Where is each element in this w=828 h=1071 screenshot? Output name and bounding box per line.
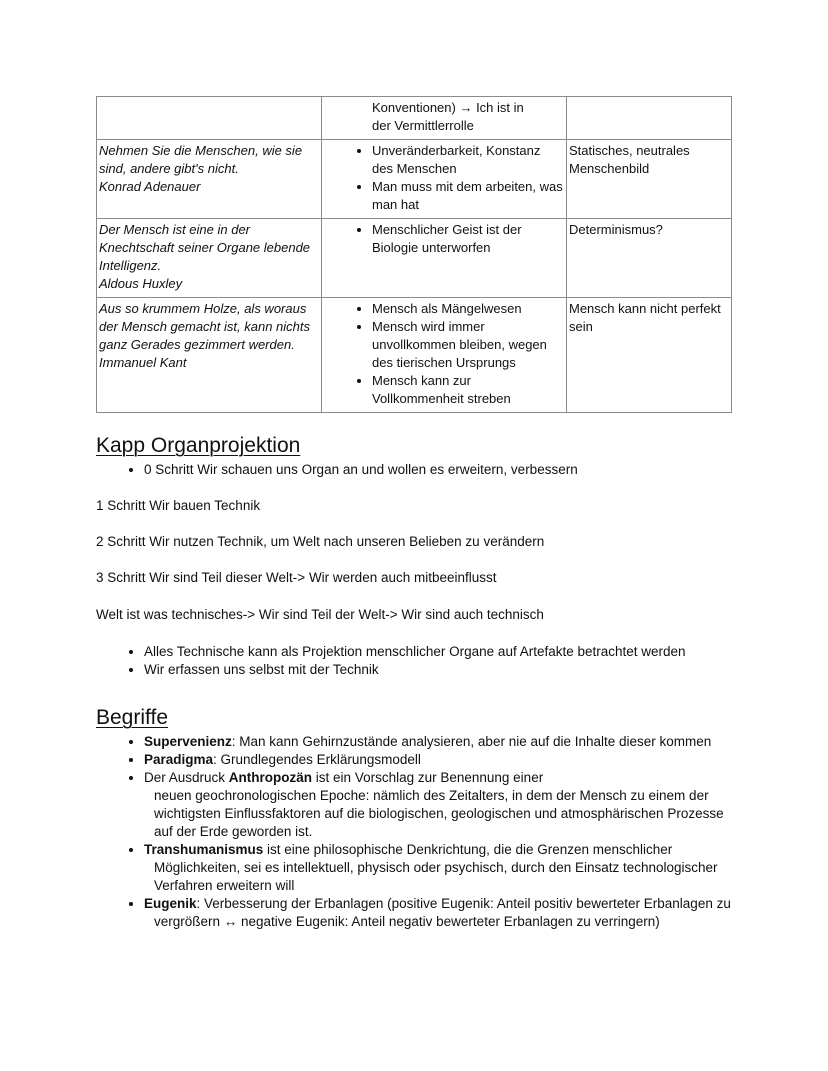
quote-line: Aus so krummem Holze, als woraus (99, 301, 307, 316)
kapp-summary-list (96, 643, 746, 679)
note-cell: Determinismus? (567, 219, 732, 298)
quote-line: Der Mensch ist eine in der (99, 222, 251, 237)
notes-table (96, 96, 732, 413)
term-continuation: wichtigsten Einflussfaktoren auf die biologischen, geologischen und atmosphärischen Prozesse (154, 806, 724, 821)
term-definition: : Grundlegendes Erklärungsmodell (213, 752, 421, 767)
points-list (324, 221, 564, 257)
quote-line: Knechtschaft seiner Organe lebende (99, 240, 311, 255)
quote-cell (97, 97, 322, 140)
term-name: Anthropozän (228, 770, 313, 785)
points-cell (322, 140, 567, 219)
quote-line: Intelligenz. (99, 258, 162, 273)
points-cell (322, 298, 567, 413)
table-row (97, 298, 732, 413)
table-row (97, 97, 732, 140)
kapp-step-2: 2 Schritt Wir nutzen Technik, um Welt nach unseren Belieben zu verändern (96, 534, 545, 549)
list-item: • 0 Schritt Wir schauen uns Organ an und wollen es erweitern, verbessern (144, 461, 746, 479)
points-text: Konventionen) → Ich ist in (372, 100, 524, 115)
term-name: Supervenienz (144, 734, 232, 749)
list-item: • Wir erfassen uns selbst mit der Technik (144, 661, 746, 679)
term-item (144, 895, 746, 931)
begriffe-list (96, 733, 746, 931)
list-item: • Mensch kann zur Vollkommenheit streben (372, 372, 564, 408)
quote-line: der Mensch gemacht ist, kann nichts (99, 319, 310, 334)
term-continuation: Verfahren erweitern will (154, 878, 295, 893)
quote-cell (97, 140, 322, 219)
term-definition: ist ein Vorschlag zur Benennung einer (312, 770, 544, 785)
list-item: • Unveränderbarkeit, Konstanz des Menschen (372, 142, 564, 178)
table-row (97, 219, 732, 298)
term-item (144, 841, 746, 895)
note-cell: Statisches, neutrales Menschenbild (567, 140, 732, 219)
term-continuation: neuen geochronologischen Epoche: nämlich des Zeitalters, in dem der Mensch zu einem der (154, 788, 709, 803)
kapp-step-1: 1 Schritt Wir bauen Technik (96, 498, 261, 513)
note-cell (567, 97, 732, 140)
points-list (324, 300, 564, 408)
quote-cell (97, 298, 322, 413)
term-definition: ist eine philosophische Denkrichtung, die die Grenzen menschlicher (263, 842, 673, 857)
kapp-bullet-list (96, 461, 746, 479)
kapp-step-3: 3 Schritt Wir sind Teil dieser Welt-> Wir werden auch mitbeeinflusst (96, 570, 497, 585)
term-name: Eugenik (144, 896, 197, 911)
quote-author: Aldous Huxley (99, 276, 183, 291)
term-continuation: Möglichkeiten, sei es intellektuell, physisch oder psychisch, durch den Einsatz technologischer (154, 860, 718, 875)
quote-line: ganz Gerades gezimmert werden. (99, 337, 295, 352)
term-name: Paradigma (144, 752, 214, 767)
list-item: • Menschlicher Geist ist der Biologie unterworfen (372, 221, 564, 257)
note-cell: Mensch kann nicht perfekt sein (567, 298, 732, 413)
term-item (144, 733, 746, 751)
kapp-heading: Kapp Organprojektion (96, 434, 301, 457)
points-cell (322, 97, 567, 140)
quote-line: sind, andere gibt's nicht. (99, 161, 239, 176)
list-item: • Man muss mit dem arbeiten, was man hat (372, 178, 564, 214)
term-item (144, 769, 746, 841)
term-definition: : Verbesserung der Erbanlagen (positive Eugenik: Anteil positiv bewerteter Erbanlagen zu (196, 896, 731, 911)
term-name: Transhumanismus (144, 842, 264, 857)
term-continuation: auf der Erde geworden ist. (154, 824, 313, 839)
term-item (144, 751, 746, 769)
points-list (324, 142, 564, 214)
quote-line: Nehmen Sie die Menschen, wie sie (99, 143, 303, 158)
list-item: • Mensch wird immer unvollkommen bleiben, wegen des tierischen Ursprungs (372, 318, 564, 372)
list-item: • Mensch als Mängelwesen (372, 300, 564, 318)
term-definition: : Man kann Gehirnzustände analysieren, aber nie auf die Inhalte dieser kommen (231, 734, 712, 749)
table-row (97, 140, 732, 219)
points-cell (322, 219, 567, 298)
list-item: • Alles Technische kann als Projektion menschlicher Organe auf Artefakte betrachtet werden (144, 643, 746, 661)
points-text: der Vermittlerrolle (372, 118, 474, 133)
quote-author: Immanuel Kant (99, 355, 187, 370)
quote-author: Konrad Adenauer (99, 179, 201, 194)
term-prefix: Der Ausdruck (144, 770, 229, 785)
begriffe-heading: Begriffe (96, 706, 168, 729)
quote-cell (97, 219, 322, 298)
term-continuation: vergrößern ↔ negative Eugenik: Anteil negativ bewerteter Erbanlagen zu verringern) (154, 914, 660, 929)
kapp-world-line: Welt ist was technisches-> Wir sind Teil der Welt-> Wir sind auch technisch (96, 607, 544, 622)
